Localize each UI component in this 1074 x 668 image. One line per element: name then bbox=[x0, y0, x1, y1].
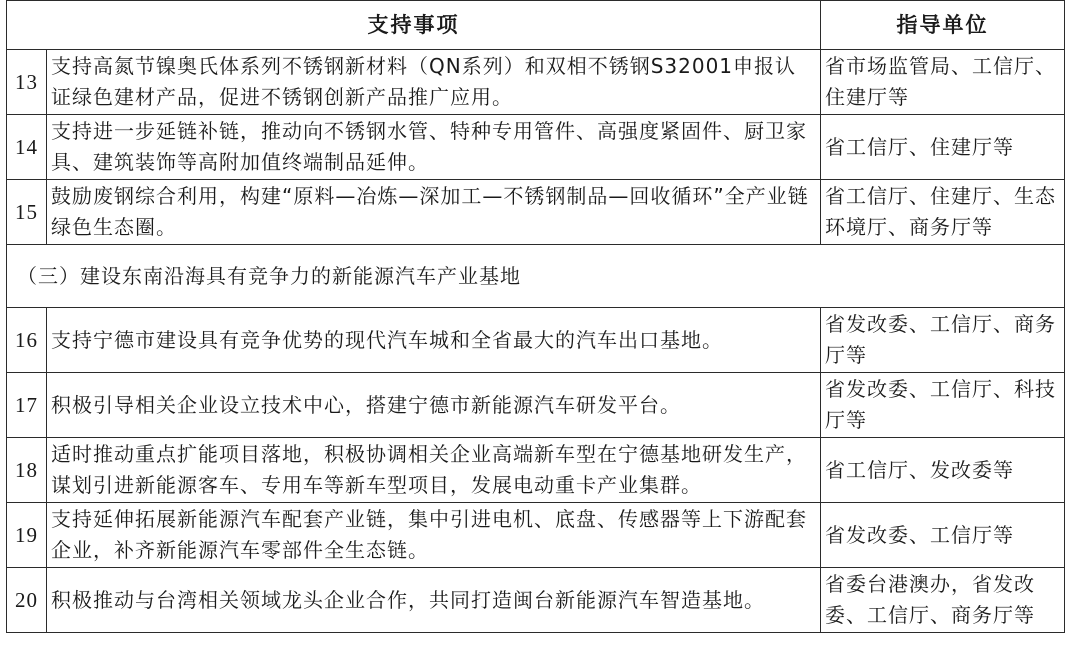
row-unit: 省发改委、工信厅、商务厅等 bbox=[821, 308, 1065, 373]
support-items-table bbox=[6, 0, 1065, 633]
header-guidance-unit: 指导单位 bbox=[821, 1, 1065, 50]
row-number: 18 bbox=[7, 438, 47, 503]
table-row bbox=[7, 503, 1065, 568]
row-unit: 省市场监管局、工信厅、住建厅等 bbox=[821, 50, 1065, 115]
table-row bbox=[7, 373, 1065, 438]
row-number: 16 bbox=[7, 308, 47, 373]
row-item: 积极推动与台湾相关领域龙头企业合作，共同打造闽台新能源汽车智造基地。 bbox=[47, 568, 821, 633]
table-row bbox=[7, 180, 1065, 245]
row-number: 13 bbox=[7, 50, 47, 115]
row-unit: 省工信厅、发改委等 bbox=[821, 438, 1065, 503]
row-unit: 省发改委、工信厅等 bbox=[821, 503, 1065, 568]
row-item: 支持延伸拓展新能源汽车配套产业链，集中引进电机、底盘、传感器等上下游配套企业，补齐新能源汽车零部件全生态链。 bbox=[47, 503, 821, 568]
row-item: 支持进一步延链补链，推动向不锈钢水管、特种专用管件、高强度紧固件、厨卫家具、建筑装饰等高附加值终端制品延伸。 bbox=[47, 115, 821, 180]
row-unit: 省工信厅、住建厅、生态环境厅、商务厅等 bbox=[821, 180, 1065, 245]
row-item: 支持高氮节镍奥氏体系列不锈钢新材料（QN系列）和双相不锈钢S32001申报认证绿色建材产品，促进不锈钢创新产品推广应用。 bbox=[47, 50, 821, 115]
row-number: 17 bbox=[7, 373, 47, 438]
row-unit: 省委台港澳办，省发改委、工信厅、商务厅等 bbox=[821, 568, 1065, 633]
header-support-items: 支持事项 bbox=[7, 1, 821, 50]
row-item: 积极引导相关企业设立技术中心，搭建宁德市新能源汽车研发平台。 bbox=[47, 373, 821, 438]
row-number: 19 bbox=[7, 503, 47, 568]
row-item: 鼓励废钢综合利用，构建“原料—冶炼—深加工—不锈钢制品—回收循环”全产业链绿色生态圈。 bbox=[47, 180, 821, 245]
row-item: 适时推动重点扩能项目落地，积极协调相关企业高端新车型在宁德基地研发生产，谋划引进新能源客车、专用车等新车型项目，发展电动重卡产业集群。 bbox=[47, 438, 821, 503]
table-row bbox=[7, 438, 1065, 503]
row-unit: 省工信厅、住建厅等 bbox=[821, 115, 1065, 180]
table-row bbox=[7, 50, 1065, 115]
section-heading-row bbox=[7, 245, 1065, 308]
row-unit: 省发改委、工信厅、科技厅等 bbox=[821, 373, 1065, 438]
row-number: 15 bbox=[7, 180, 47, 245]
table-row bbox=[7, 115, 1065, 180]
table-header-row bbox=[7, 1, 1065, 50]
row-number: 14 bbox=[7, 115, 47, 180]
table-row bbox=[7, 308, 1065, 373]
table-row bbox=[7, 568, 1065, 633]
row-item: 支持宁德市建设具有竞争优势的现代汽车城和全省最大的汽车出口基地。 bbox=[47, 308, 821, 373]
row-number: 20 bbox=[7, 568, 47, 633]
section-heading: （三）建设东南沿海具有竞争力的新能源汽车产业基地 bbox=[7, 245, 1065, 308]
